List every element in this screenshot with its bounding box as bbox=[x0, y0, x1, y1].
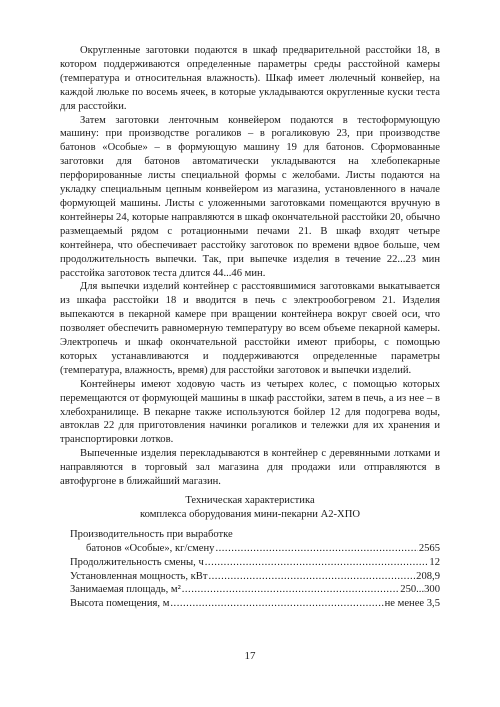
spec-row-power bbox=[60, 570, 440, 584]
spec-value: не менее 3,5 bbox=[384, 598, 440, 610]
spec-row-productivity bbox=[60, 542, 440, 556]
spec-row-height bbox=[60, 597, 440, 611]
spec-label: Установленная мощность, кВт bbox=[70, 570, 208, 582]
spec-value: 2565 bbox=[418, 542, 440, 554]
spec-label: Продолжительность смены, ч bbox=[70, 556, 204, 568]
paragraph-2: Затем заготовки ленточным конвейером подаются в тестоформующую машину: при производстве рогаликов – в рогаликовую 23, при производстве батонов «Особые» – в формующую машину 19 для батонов. Сформованные заготовки для батонов автоматически укладываются на хлебопекарные перфорированные листы специальной формы с желобами. Листы подаются на укладку специальным цепным конвейером из магазина, установленного в начале формующей машины. Листы с уложенными заготовками помещаются вручную в контейнеры 24, которые направляются в шкаф окончательной расстойки 20, обычно размещаемый рядом с ротационными печами 21. В шкаф входят четыре контейнера, что обеспечивает расстойку заготовок по времени вдвое больше, чем продолжительность выпечки. Так, при выпечке изделия в течение 22...23 мин расстойка заготовок теста длится 44...46 мин. bbox=[60, 114, 440, 279]
spec-row-area bbox=[60, 583, 440, 597]
spec-heading-line-1: Техническая характеристика bbox=[185, 495, 315, 506]
dot-leader bbox=[205, 556, 429, 570]
dot-leader bbox=[170, 597, 383, 611]
dot-leader bbox=[208, 570, 415, 584]
spec-value: 250...300 bbox=[400, 584, 440, 596]
spec-value: 12 bbox=[429, 556, 440, 568]
spec-row-shift bbox=[60, 556, 440, 570]
dot-leader bbox=[215, 542, 417, 556]
spec-row-productivity-title bbox=[60, 528, 440, 542]
spec-list bbox=[60, 528, 440, 611]
document-page bbox=[60, 44, 440, 611]
spec-heading bbox=[60, 494, 440, 522]
spec-label: Высота помещения, м bbox=[70, 598, 170, 610]
spec-label: Производительность при выработке bbox=[70, 528, 233, 540]
paragraph-3: Для выпечки изделий контейнер с расстоявшимися заготовками выкатывается из шкафа расстойки 18 и вводится в печь с электрообогревом 21. Изделия выпекаются в пекарной камере при вращении контейнера вокруг своей оси, что позволяет обеспечить равномерную температуру во всем объеме пекарной камеры. Электропечь и шкаф окончательной расстойки имеют приборы, с помощью которых устанавливаются и поддерживаются определенные параметры (температура, влажность, время) для расстойки заготовок и выпечки изделий. bbox=[60, 281, 440, 376]
paragraph-5: Выпеченные изделия перекладываются в контейнер с деревянными лотками и направляются в торговый зал магазина для продажи или отправляются в автофургоне в ближайший магазин. bbox=[60, 448, 440, 488]
dot-leader bbox=[182, 583, 400, 597]
spec-label: батонов «Особые», кг/смену bbox=[86, 542, 215, 554]
paragraph-4: Контейнеры имеют ходовую часть из четырех колес, с помощью которых перемещаются от формующей машины в шкаф расстойки, затем в печь, а из нее – в хлебохранилище. В пекарне также используются бойлер 12 для подогрева воды, автоклав 22 для приготовления начинки рогаликов и тележки для их хранения и транспортировки лотков. bbox=[60, 378, 440, 446]
spec-heading-line-2: комплекса оборудования мини-пекарни А2-ХПО bbox=[139, 508, 361, 520]
page-number: 17 bbox=[244, 650, 256, 662]
paragraph-1: Округленные заготовки подаются в шкаф предварительной расстойки 18, в котором поддерживаются определенные параметры среды расстойной камеры (температура и относительная влажность). Шкаф имеет люлечный конвейер, на каждой люльке по восемь ячеек, в которые укладываются округленные куски теста для расстойки. bbox=[60, 45, 440, 112]
spec-value: 208,9 bbox=[416, 570, 440, 582]
spec-label: Занимаемая площадь, м² bbox=[70, 584, 181, 596]
